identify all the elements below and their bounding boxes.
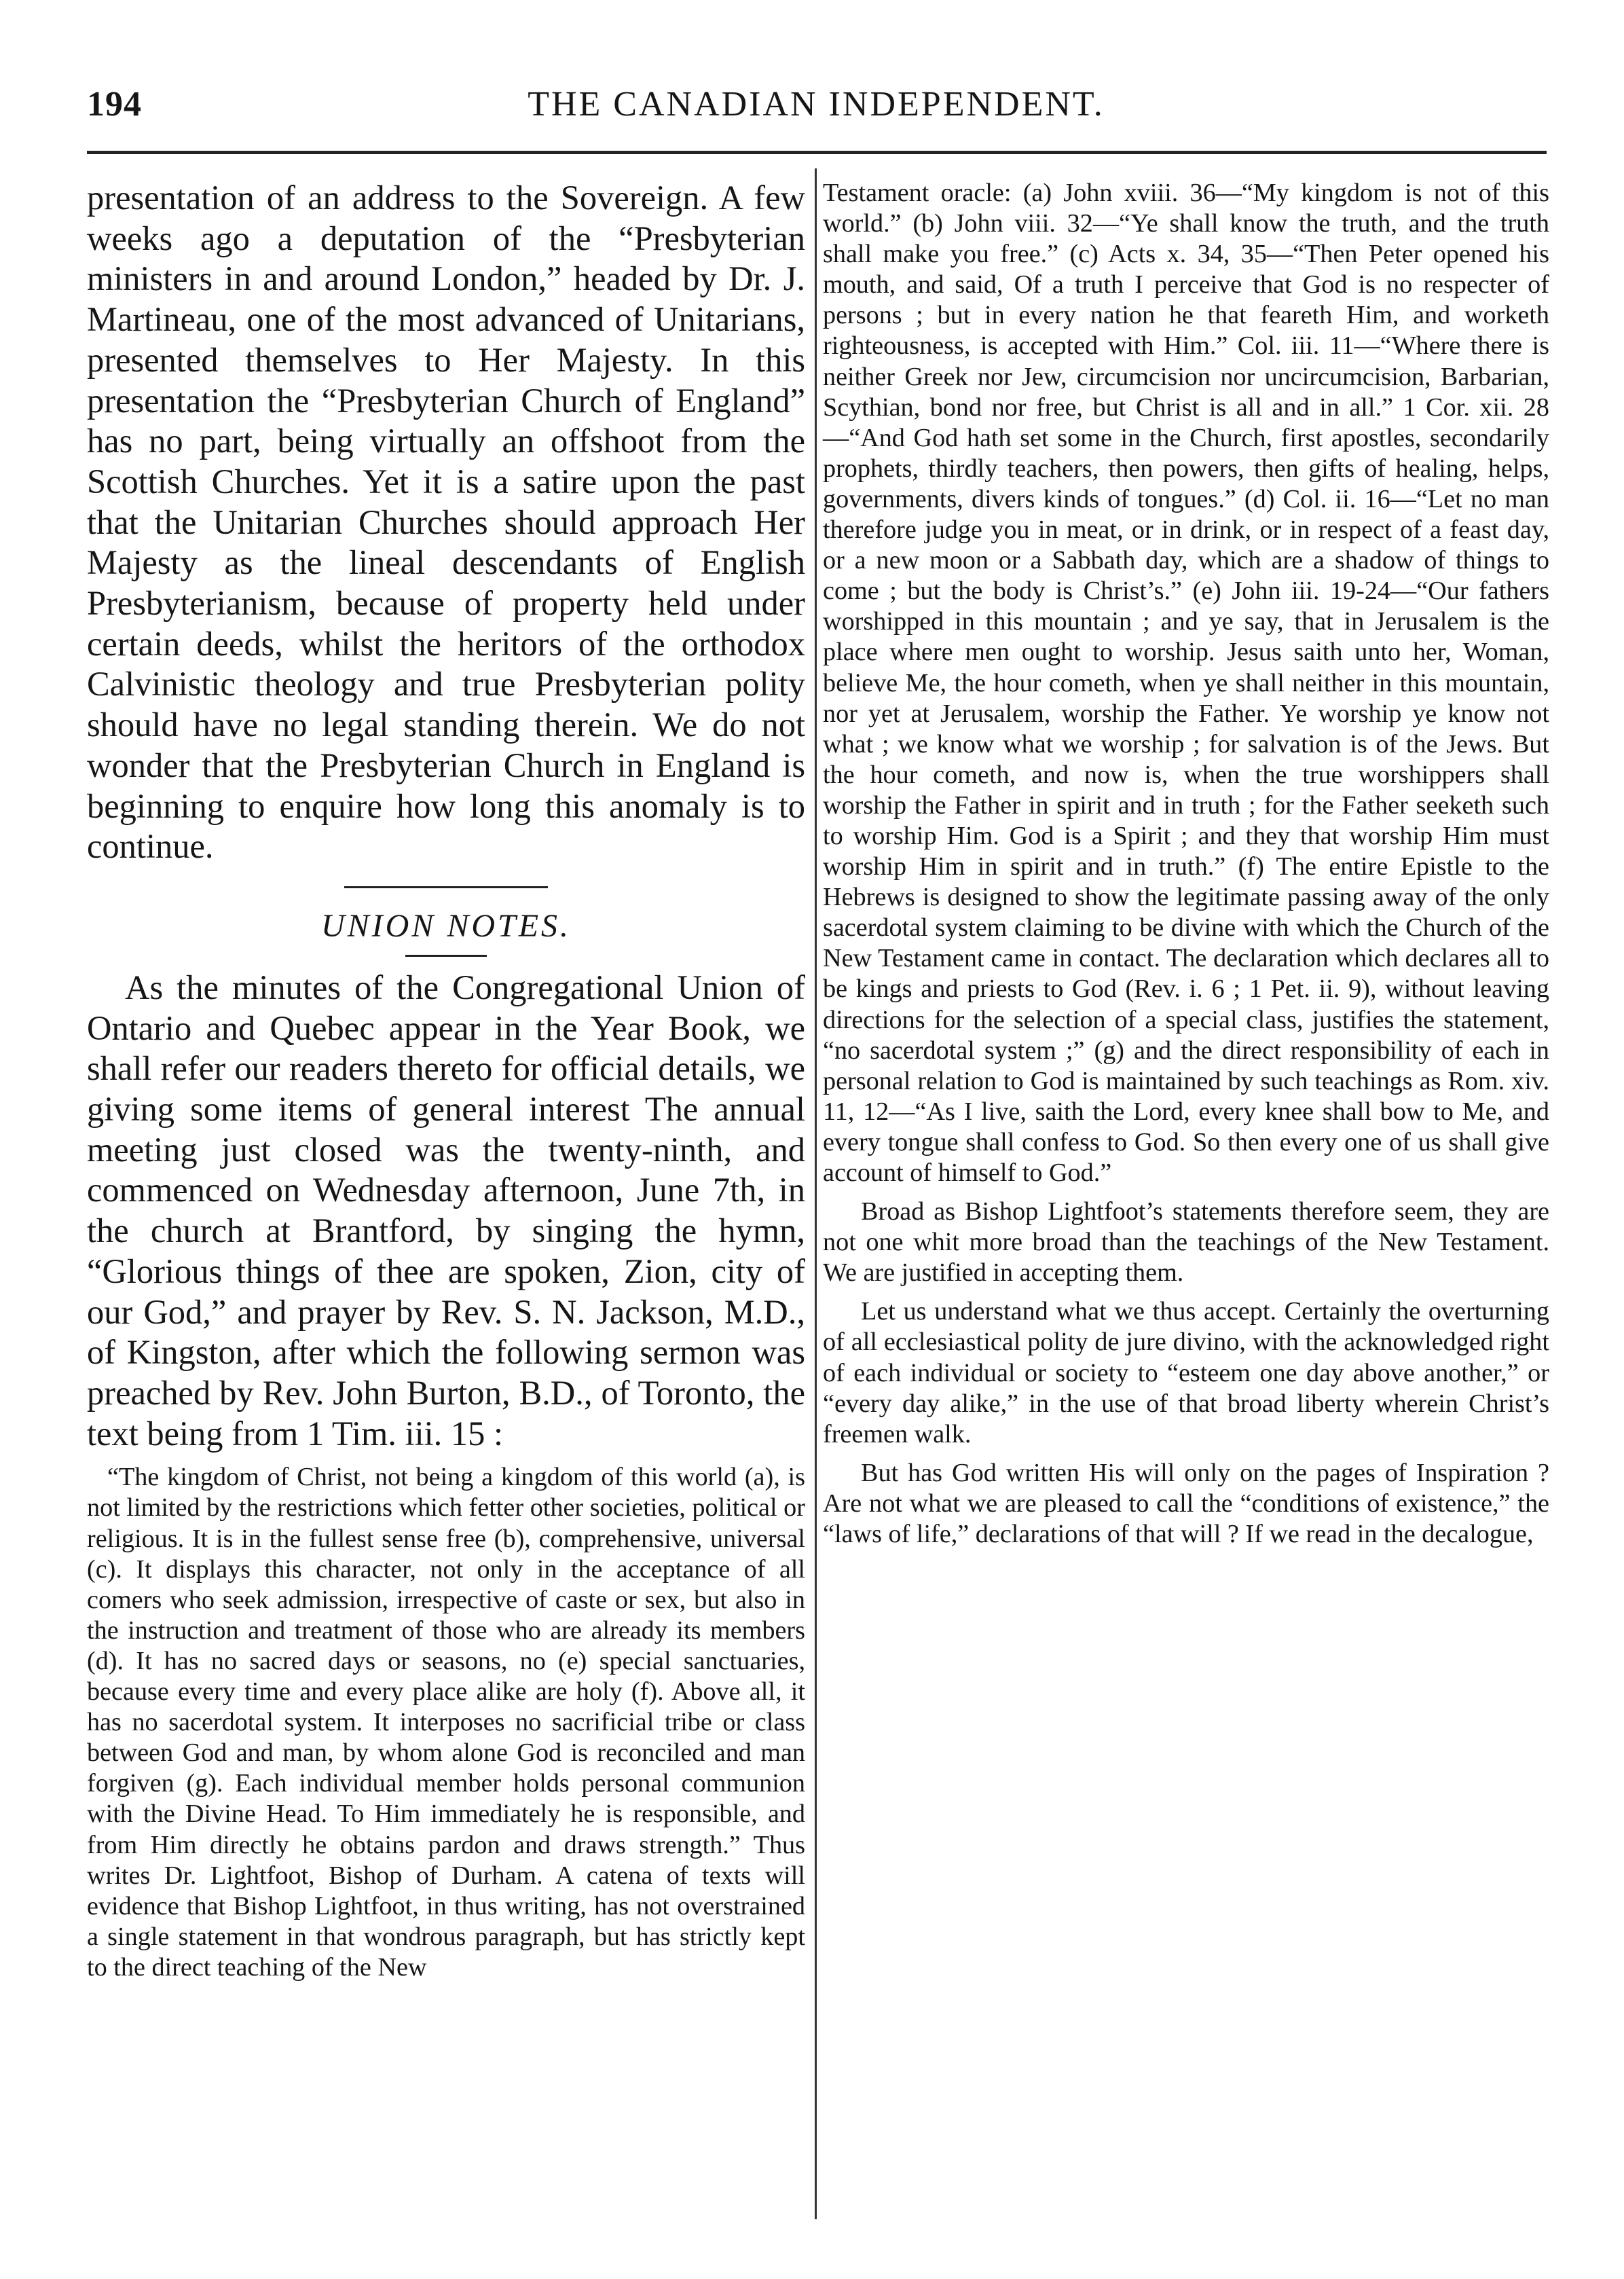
page-number: 194 <box>87 85 142 124</box>
lead-paragraph: presentation of an address to the Sovereign. A few weeks ago a deputation of the “Presbyterian ministers in and around London,” headed by Dr. J. Martineau, one of the most advanced of Unitarians, presented themselves to Her Majesty. In this presentation the “Presbyterian Church of England” has no part, being virtually an offshoot from the Scottish Churches. Yet it is a satire upon the past that the Unitarian Churches should approach Her Majesty as the lineal descendants of English Presbyterianism, because of property held under certain deeds, whilst the heritors of the orthodox Calvinistic theology and true Presbyterian polity should have no legal standing therein. We do not wonder that the Presbyterian Church in England is beginning to enquire how long this anomaly is to continue. <box>87 179 805 866</box>
right-column <box>823 178 1549 1550</box>
section-rule-bottom <box>405 955 487 957</box>
inspiration-paragraph: But has God written His will only on the pages of Inspiration ? Are not what we are pleased to call the “conditions of existence,” the “laws of life,” declarations of that will ? If we read in the decalogue, <box>823 1458 1549 1549</box>
union-paragraph: As the minutes of the Congregational Union of Ontario and Quebec appear in the Year Book, we shall refer our readers thereto for official details, we giving some items of general interest The annual meeting just closed was the twenty-ninth, and commenced on Wednesday afternoon, June 7th, in the church at Brantford, by singing the hymn, “Glorious things of thee are spoken, Zion, city of our God,” and prayer by Rev. S. N. Jackson, M.D., of Kingston, after which the following sermon was preached by Rev. John Burton, B.D., of Toronto, the text being from 1 Tim. iii. 15 : <box>87 968 805 1453</box>
section-rule-top <box>344 886 548 888</box>
section-title: UNION NOTES. <box>320 907 572 944</box>
running-title: THE CANADIAN INDEPENDENT. <box>528 85 1105 124</box>
broad-paragraph: Broad as Bishop Lightfoot’s statements therefore seem, they are not one whit more broad than the teachings of the New Testament. We are justified in accepting them. <box>823 1197 1549 1288</box>
header-rule <box>87 151 1547 154</box>
page-header <box>87 84 1545 139</box>
oracle-paragraph: Testament oracle: (a) John xviii. 36—“My kingdom is not of this world.” (b) John viii. 32—“Ye shall know the truth, and the truth shall make you free.” (c) Acts x. 34, 35—“Then Peter opened his mouth, and said, Of a truth I perceive that God is no respecter of persons ; but in every nation he that feareth Him, and worketh righteousness, is accepted with Him.” Col. iii. 11—“Where there is neither Greek nor Jew, circumcision nor uncircumcision, Barbarian, Scythian, bond nor free, but Christ is all and in all.” 1 Cor. xii. 28—“And God hath set some in the Church, first apostles, secondarily prophets, thirdly teachers, then powers, then gifts of healing, helps, governments, divers kinds of tongues.” (d) Col. ii. 16—“Let no man therefore judge you in meat, or in drink, or in respect of a feast day, or a new moon or a Sabbath day, which are a shadow of things to come ; but the body is Christ’s.” (e) John iii. 19-24—“Our fathers worshipped in this mountain ; and ye say, that in Jerusalem is the place where men ought to worship. Jesus saith unto her, Woman, believe Me, the hour cometh, when ye shall neither in this mountain, nor yet at Jerusalem, worship the Father. Ye worship ye know not what ; we know what we worship ; for salvation is of the Jews. But the hour cometh, and now is, when the true worshippers shall worship the Father in spirit and in truth ; for the Father seeketh such to worship Him. God is a Spirit ; and they that worship Him must worship Him in spirit and in truth.” (f) The entire Epistle to the Hebrews is designed to show the legitimate passing away of the only sacerdotal system claiming to be divine with which the Church of the New Testament came in contact. The declaration which declares all to be kings and priests to God (Rev. i. 6 ; 1 Pet. ii. 9), without leaving directions for the selection of a special class, justifies the statement, “no sacerdotal system ;” (g) and the direct responsibility of each in personal relation to God is maintained by such teachings as Rom. xiv. 11, 12—“As I live, saith the Lord, every knee shall bow to Me, and every tongue shall confess to God. So then every one of us shall give account of himself to God.” <box>823 179 1549 1187</box>
quote-paragraph: “The kingdom of Christ, not being a kingdom of this world (a), is not limited by the restrictions which fetter other societies, political or religious. It is in the fullest sense free (b), comprehensive, universal (c). It displays this character, not only in the acceptance of all comers who seek admission, irrespective of caste or sex, but also in the instruction and treatment of those who are already its members (d). It has no sacred days or seasons, no (e) special sanctuaries, because every time and every place alike are holy (f). Above all, it has no sacerdotal system. It interposes no sacrificial tribe or class between God and man, by whom alone God is reconciled and man forgiven (g). Each individual member holds personal communion with the Divine Head. To Him immediately he is responsible, and from Him directly he obtains pardon and draws strength.” Thus writes Dr. Lightfoot, Bishop of Durham. A catena of texts will evidence that Bishop Lightfoot, in thus writing, has not overstrained a single statement in that wondrous paragraph, but has strictly kept to the direct teaching of the New <box>87 1463 805 1982</box>
column-divider <box>815 168 817 2219</box>
understand-paragraph: Let us understand what we thus accept. Certainly the overturning of all ecclesiastical polity de jure divino, with the acknowledged right of each individual or society to “esteem one day above another,” or “every day alike,” in the use of that broad liberty wherein Christ’s freemen walk. <box>823 1297 1549 1448</box>
left-column <box>87 178 805 1983</box>
